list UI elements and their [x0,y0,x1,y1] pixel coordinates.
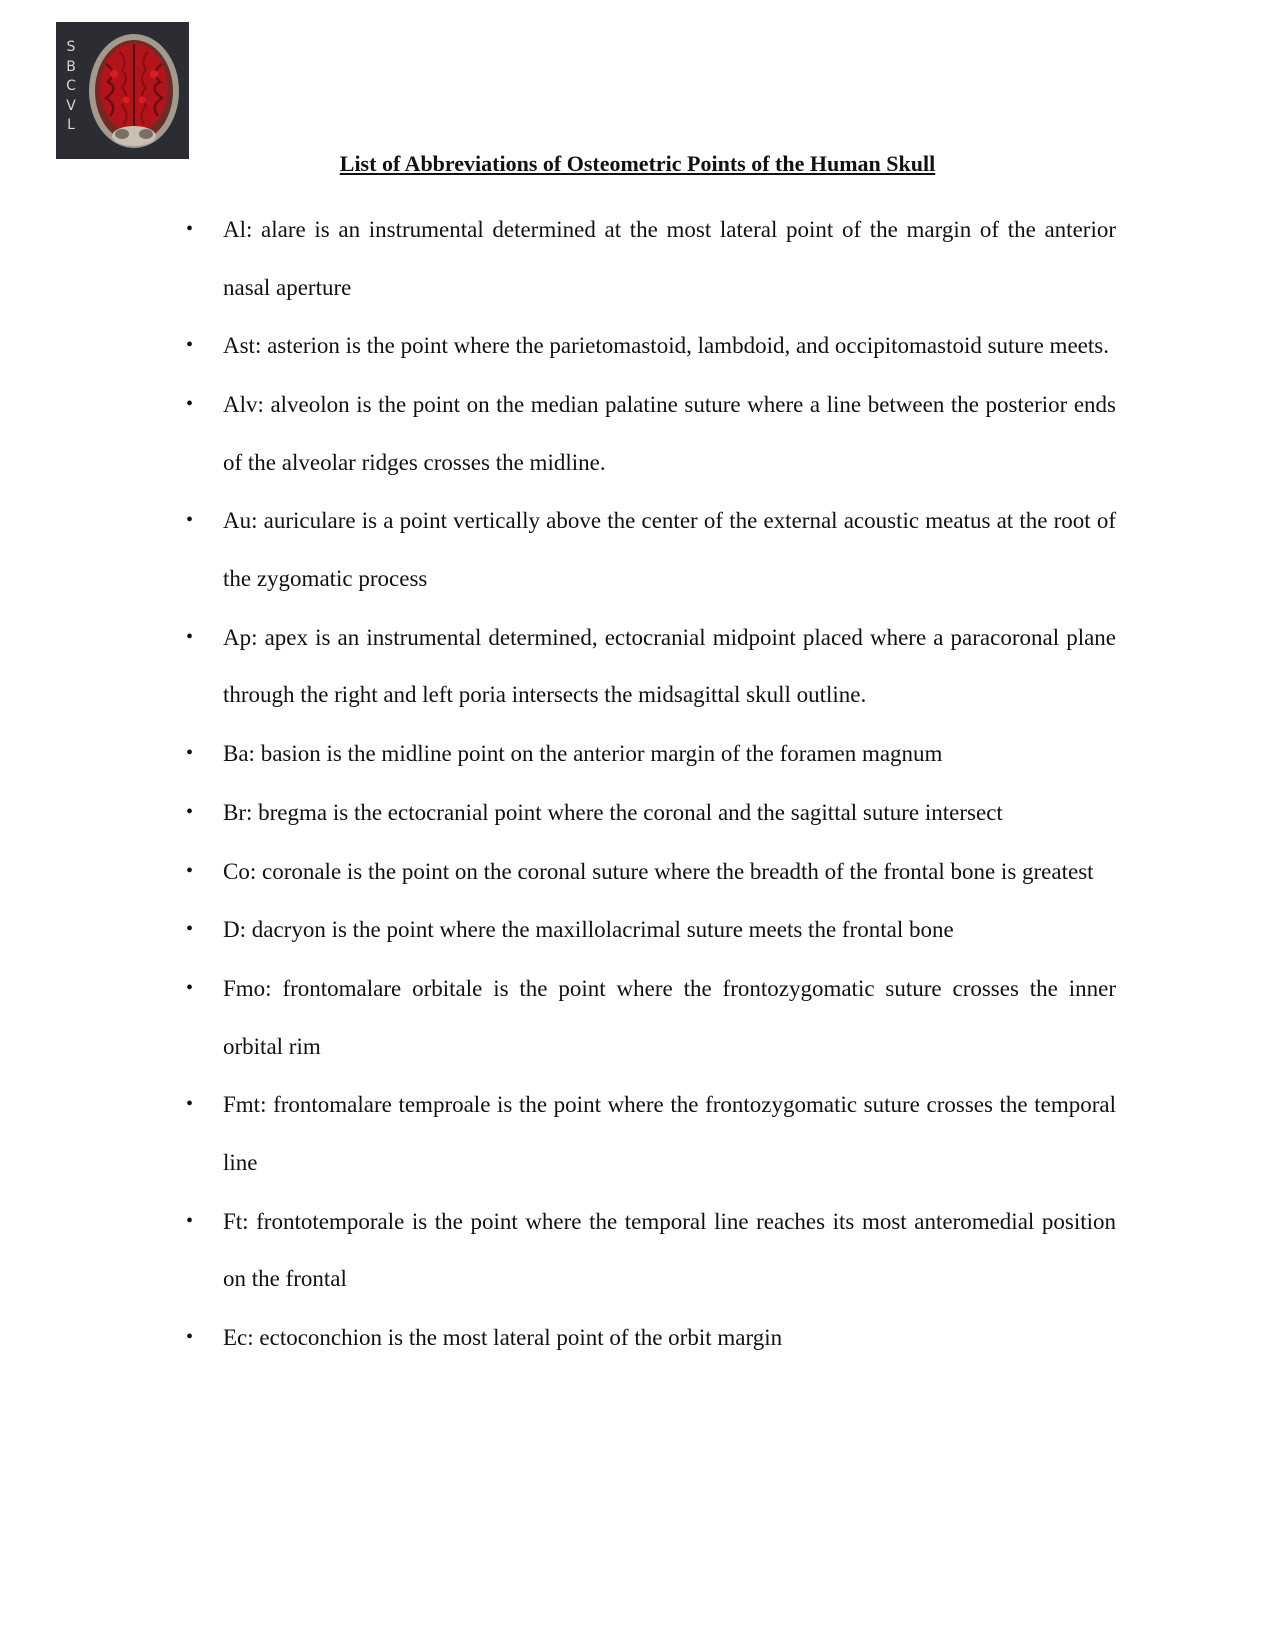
list-item [186,725,1116,783]
logo-letters [64,38,78,136]
list-item [186,317,1116,375]
list-item [186,1193,1116,1308]
abbreviation-list [186,201,1116,1368]
bullet-icon: • [186,393,194,416]
bullet-icon: • [186,1209,194,1232]
list-item [186,843,1116,901]
entry-text: Ap: apex is an instrumental determined, ectocranial midpoint placed where a paracoronal plane through the right and left poria intersects the midsagittal skull outline. [223,624,1116,708]
bullet-icon: • [186,1326,194,1349]
bullet-icon: • [186,509,194,532]
list-item [186,201,1116,316]
list-item [186,376,1116,491]
bullet-icon: • [186,800,194,823]
entry-text: Br: bregma is the ectocranial point where the coronal and the sagittal suture intersect [223,799,1003,825]
bullet-icon: • [186,859,194,882]
entry-text: Al: alare is an instrumental determined at the most lateral point of the margin of the anterior nasal aperture [223,217,1116,300]
entry-text: Ft: frontotemporale is the point where the temporal line reaches its most anteromedial position on the frontal [223,1208,1116,1292]
bullet-icon: • [186,977,194,1000]
list-item [186,784,1116,842]
list-item [186,901,1116,959]
entry-text: Alv: alveolon is the point on the median palatine suture where a line between the posterior ends of the alveolar ridges crosses the midline. [223,392,1116,475]
list-item [186,1076,1116,1191]
entry-text: Au: auriculare is a point vertically above the center of the external acoustic meatus at the root of the zygomatic process [223,508,1116,591]
bullet-icon: • [186,218,194,240]
bullet-icon: • [186,625,194,648]
entry-text: Fmt: frontomalare temproale is the point where the frontozygomatic suture crosses the temporal line [223,1092,1116,1175]
logo-letter: C [66,78,76,94]
logo-letter: V [66,97,76,114]
list-item [186,1309,1116,1367]
list-item [186,492,1116,607]
bullet-icon: • [186,1093,194,1116]
bullet-icon: • [186,918,194,941]
entry-text: Ba: basion is the midline point on the anterior margin of the foramen magnum [223,740,943,766]
logo-letter: B [66,58,76,75]
bullet-icon: • [186,741,194,764]
entry-text: Fmo: frontomalare orbitale is the point where the frontozygomatic suture crosses the inner orbital rim [223,976,1116,1059]
entry-text: D: dacryon is the point where the maxillolacrimal suture meets the frontal bone [223,917,954,943]
entry-text: Ec: ectoconchion is the most lateral point of the orbit margin [223,1325,783,1351]
bullet-icon: • [186,334,194,357]
entry-text: Co: coronale is the point on the coronal suture where the breadth of the frontal bone is greatest [223,858,1094,884]
entry-text: Ast: asterion is the point where the parietomastoid, lambdoid, and occipitomastoid suture meets. [223,333,1109,359]
page-title: List of Abbreviations of Osteometric Points of the Human Skull [339,151,936,176]
list-item [186,960,1116,1075]
skull-brain-logo-icon [84,30,184,152]
logo [56,22,189,159]
list-item [186,609,1116,724]
logo-letter: L [67,117,75,133]
logo-letter: S [66,39,76,55]
